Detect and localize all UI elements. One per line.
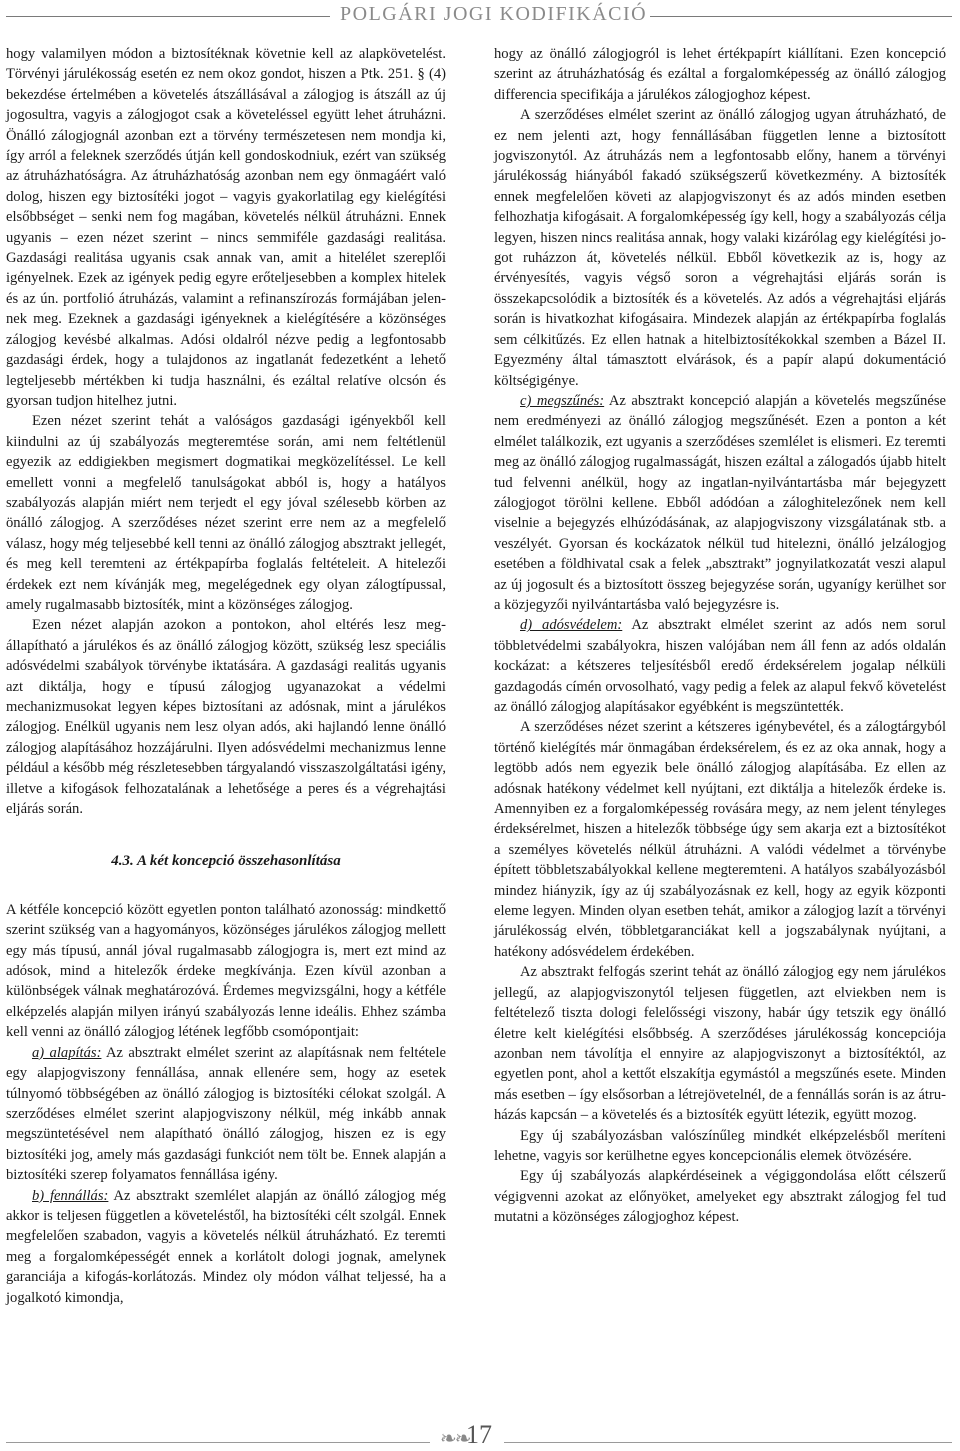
item-text: Az absztrakt elmélet szerint az alapításnak nem feltétele egy alapjogviszony fennállása, annak ellenére sem, hogy az esetek túlnyomó többségében az önálló zálogjog is biztosítéki célokat szolgál. A szerződéses elmélet szerint alapjogviszony nélkül, még inkább annak megszüntetésével nem alapítható önálló zálogjog, hiszen ez is egy biztosítéki jog, amely más gazdasági funkciót nem tölt be. Ennek alapján a biztosítéki szerep folyamatos fennállása igény.	[6, 1044, 446, 1184]
footer-rule-right	[504, 1442, 952, 1443]
item-label: c) megszűnés:	[520, 392, 605, 409]
paragraph: A kétféle koncepció között egyetlen ponton található azonosság: mindkettő szerint szükség van a hagyományos, közönséges járulékos zálogjog mellett egy más típusú, annál jóval rugalmasabb zálogjogra is, mert ezt mind az adósok, mind a hitelezők érdeke megkívánja. Ezen kívül azonban a különbségek válnak meghatározóvá. Érdemes megvizsgálni, hogy a kétféle elképzelés alapján milyen irányú szabályozás lenne ideális. Ehhez számba kell venni az önálló zálogjog létének legfőbb csomópontjait:	[6, 901, 446, 1041]
page-footer	[0, 1420, 960, 1451]
header-rule-left	[6, 16, 330, 17]
section-heading: 4.3. A két koncepció összehasonlítása	[111, 853, 341, 870]
item-text: Az absztrakt szemlélet alapján az önálló zálogjog még akkor is teljesen független a követeléstől, ha biztosítéki célt szolgál. Ennek megfelelően szabadon, vagyis a követelés nélkül átruházható. Ez teremti meg a forgalomképességét ennek a korlátolt dologi jognak, amelynek garanciája a kifogás-korlátozás. Mindez oly módon válhat teljessé, ha a jogalkotó kimondja,	[6, 1187, 446, 1306]
item-label: a) alapítás:	[32, 1044, 102, 1061]
paragraph: A szerződéses elmélet szerint az önálló zálogjog ugyan átruházható, de ez nem jelenti azt, hogy fennállásában független lenne a biztosított jogviszonytól. Az átruházás nem a legfontosabb előny, hanem a törvényi járulékosság hiányából fakadó szükségszerű következmény. A biztosíték ennek megfelelően követi az alapjogviszonyt és az adós minden esetben felhozhatja kifogásait. A forgalomképesség így kell, hogy a szabályozás célja legyen, hiszen nincs realitása annak, hogy valaki kizárólag egy kielégítési jogot ruházzon át, követelés nélkül. Ebből következik az is, hogy az érvényesítés, vagyis végső soron a végrehajtási eljárás során is összekapcsolódik a biztosíték és a követelés. Az adós a végrehajtási eljárás során is hivatkozhat kifogásaira. Mindezek alapján az értékpapírba foglalás sem célkitűzés. Ez ellen hatnak a hitelbiztosítékokkal szemben a Bázel II. Egyezmény által támasztott elvárások, és a papír alapú dokumentáció költségigénye.	[494, 107, 946, 389]
list-item	[494, 391, 946, 615]
header-rule-right	[650, 16, 952, 17]
left-column	[6, 44, 446, 1308]
paragraph: hogy valamilyen módon a biztosítéknak követnie kell az alapkövetelést. Törvényi járulékosság esetén ez nem okoz gondot, hiszen a Ptk. 251. § (4) bekezdése értelmében a követelés átszállásával a zálogjog is átszáll az új jogosultra, vagyis a zálogjogot csak a követeléssel együtt lehet átruházni. Önálló zálogjognál azonban ezt a törvény természetesen nem mondja ki, így arról a feleknek szerződés útján kell gondoskodniuk, ezért van szükség az átruházhatóságra. Az átruházhatóság azonban nem egy önmagáért való dolog, hiszen egy biztosítéki jogot – vagyis gyakorlatilag egy kielégítési elsőbbséget – senki nem fog magában, követelés nélkül átruházni. Ennek ugyanis – ezen nézet szerint – nincs semmiféle gazdasági realitása. Gazdasági realitása ugyanis csak annak van, amit a hitelélet szereplői igényelnek. Ezek az igények pedig egyre erőteljesebben a komplex hitelek és az ún. portfolió átruházás, valamint a refinanszírozás formájában jelennek meg. Ezeknek a gazdasági igényeknek a kielégítésére a közönséges zálogjog kevésbé alkalmas. Adósi oldalról nézve pedig a legfontosabb gazdasági érdek, hogy a tulajdonos az ingatlanát fedezetként a lehető legteljesebb mértékben ki tudja használni, és ezáltal relatíve olcsón és gyorsan tudjon hitelhez jutni.	[6, 46, 446, 409]
paragraph: Egy új szabályozásban valószínűleg mindkét elképzelésből meríteni lehetne, vagyis sor kerülhetne egyes koncepcionális elemek ötvözésére.	[494, 1127, 946, 1164]
paragraph: Ezen nézet alapján azokon a pontokon, ahol eltérés lesz megállapítható a járulékos és az önálló zálogjog között, szükség lesz speciális adósvédelmi szabályok törvénybe iktatására. A gazdasági realitás ugyanis azt diktálja, hogy e típusú zálogjog ugyanazokat a védelmi mechanizmusokat legyen képes biztosítani az adósnak, mint a járulékos zálogjog. Enélkül ugyanis nem lesz olyan adós, aki hajlandó lenne önálló zálogjog alapításához hozzájárulni. Ilyen adósvédelmi mechanizmus lenne például a később még részletesebben tárgyalandó visszaszolgáltatási igény, illetve a kifogások felhozatalának a lehetősége a peres és a végrehajtási eljárás során.	[6, 617, 446, 818]
paragraph: Egy új szabályozás alapkérdéseinek a végiggondolása előtt célszerű végigvenni azokat az előnyöket, amelyeket egy absztrakt zálogjog fel tud mutatni a közönséges zálogjoghoz képest.	[494, 1168, 946, 1226]
running-header-title: POLGÁRI JOGI KODIFIKÁCIÓ	[340, 3, 648, 25]
item-label: d) adósvédelem:	[520, 617, 623, 634]
item-label: b) fennállás:	[32, 1187, 109, 1204]
right-column	[494, 44, 946, 1228]
list-item	[6, 1186, 446, 1308]
paragraph: hogy az önálló zálogjogról is lehet értékpapírt kiállítani. Ezen koncepció szerint az átruházhatóság és ezáltal a forgalomképesség az önálló zálogjog differencia specifikája a járulékos zálogjoghoz képest.	[494, 46, 946, 103]
item-text: Az absztrakt elmélet szerint az adós nem sorul többletvédelmi szabályokra, hiszen valójában nem áll fenn az adós oldalán kockázat: a kétszeres teljesítésből eredő érdeksérelem jogalap nélküli gazdagodás címén orvosolható, vagy pedig a felek az alapul fekvő követelést az önálló zálogjog alapításakor egyébként is megszüntették.	[494, 617, 946, 715]
paragraph: A szerződéses nézet szerint a kétszeres igénybevétel, és a zálogtárgyból történő kielégítés már önmagában érdeksérelem, és ez az oka annak, hogy a legtöbb adós nem egyezik bele önálló zálogjog alapításába. Ez ellen az adósnak hatékony védelmet kell nyújtani, ezt diktálja a hitelezők érdeke is. Amennyiben ez a forgalomképesség rovására megy, az nem jelent tényleges érdeksérelmet, hiszen a hitelezők többsége úgy sem akarja ezt a biztosítékot a személyes követelés nélkül átruházni. A valódi védelmet a törvénybe épített többletszabályokkal kellene megteremteni. A hatályos szabályozásból mindez hiányzik, így az új szabályozásnak ez kell, hogy az egyik központi eleme legyen. Minden olyan esetben tehát, amikor a zálogjog lazít a törvényi járulékosság elvén, többletgaranciákat kell a jogszabálynak nyújtani, a hatékony adósvédelem érdekében.	[494, 719, 946, 960]
item-text: Az absztrakt koncepció alapján a követelés megszűnése nem eredményezi az önálló zálogjog megszűnését. Ezen a ponton a két elmélet találkozik, ezt ugyanis a szerződéses szemlélet is elismeri. Ez teremti meg az önálló zálogjog rugalmasságát, hiszen ezáltal a zálogadós újabb hitelt tud felvenni anélkül, hogy az ingatlan-nyilvántartásba már bejegyzett zálogjogot törölni kellene. Ebből adódóan a záloghitelezőnek nem kell viselnie a bejegyzés elhúzódásának, az alapjogviszony vizsgálatának stb. a veszélyét. Gyorsan és kockázatok nélkül tud hitelezni, önálló jelzálogjog esetében a földhivatal csak a felek „absztrakt” jognyilatkozatát veszi alapul az új jogosult és a biztosított összeg bejegyzése során, ugyanígy kerülhet sor a közjegyzői nyilvántartásba való bejegyzésre is.	[494, 392, 946, 613]
list-item	[494, 615, 946, 717]
list-item	[6, 1043, 446, 1186]
page-header	[0, 0, 960, 40]
paragraph: Ezen nézet szerint tehát a valóságos gazdasági igényekből kell kiindulni az új szabályozás megteremtése során, ami nem feltétlenül egyezik az eddigiekben megismert dogmatikai megközelítéssel. Le kell emellett vonni a megfelelő tanulságokat abból is, hogy a hatályos szabályozás alapján miért nem terjedt el egy jóval szélesebb körben az önálló zálogjog. A szerződéses nézet szerint erre nem az a megfelelő válasz, hogy még teljesebbé kell tenni az önálló zálogjog absztrakt jellegét, és meg kell teremteni az értékpapírba foglalás feltételeit. A hitelezői érdekek ezt nem kívánják meg, megelégednek egy olyan zálogtípussal, amely rugalmasabb biztosíték, mint a közönséges zálogjog.	[6, 413, 446, 613]
page-number: 17	[466, 1420, 492, 1449]
paragraph: Az absztrakt felfogás szerint tehát az önálló zálogjog egy nem járulékos jellegű, az alapjogviszonytól teljesen független, azt elviekben nem is feltételező tiszta dologi felelősségi viszony, habár úgy tetszik egy önálló életre kelt kielégítési elsőbbség. A szerződéses járulékosság koncepciója azonban nem távolítja el ennyire az alapjogviszonyt a biztosítéktól, az egyetlen pont, ahol a kettőt elszakítja egymástól a megszűnés esete. Minden más esetben – így elsősorban a létrejövetelnél, de a fennállás során is az átruházás kapcsán – a követelés és a biztosíték együtt létezik, együtt mozog.	[494, 964, 946, 1124]
fleuron-icon: ❧❧	[440, 1428, 470, 1450]
footer-rule-left	[6, 1442, 430, 1443]
